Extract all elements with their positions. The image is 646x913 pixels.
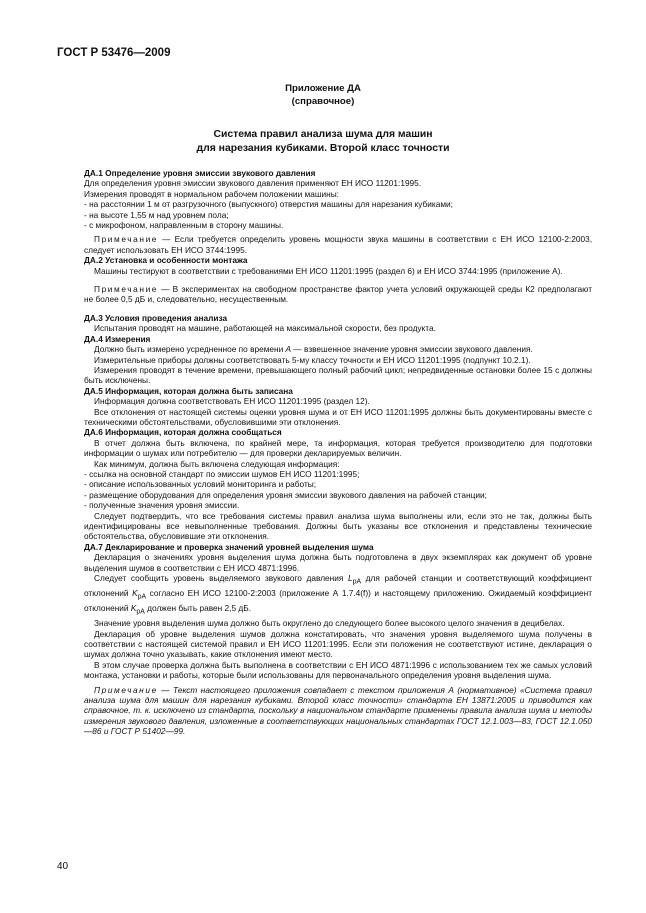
document-title-line1: Система правил анализа шума для машин bbox=[213, 129, 433, 140]
document-body bbox=[84, 168, 592, 737]
section-6-list-item: - полученные значения уровня эмиссии. bbox=[84, 500, 240, 511]
text-fragment: для рабочей станции и соответствующий коэффициент отклонений bbox=[84, 573, 592, 599]
variable-l: L bbox=[347, 573, 353, 584]
subscript-pa: pA bbox=[136, 608, 145, 616]
appendix-subtitle: (справочное) bbox=[291, 96, 355, 107]
section-6-list-item: - ссылка на основной стандарт по эмиссии шумов ЕН ИСО 11201:1995; bbox=[84, 468, 360, 479]
section-3-text: Испытания проводят на машине, работающей на максимальной скорости, без продукта. bbox=[94, 323, 436, 334]
document-header: ГОСТ Р 53476—2009 bbox=[57, 47, 171, 59]
section-4-paragraph: Измерения проводят в течение времени, превышающего полный рабочий цикл; непредвиденные остановки более 15 с должны быть исключены. bbox=[84, 364, 592, 386]
section-6-list-item: - размещение оборудования для определения уровня эмиссии звукового давления на рабочей станции; bbox=[84, 489, 487, 500]
page-number: 40 bbox=[57, 861, 69, 872]
section-heading-1: ДА.1 Определение уровня эмиссии звукового давления bbox=[84, 168, 316, 178]
note-text: — Текст настоящего приложения совпадает с текстом приложения А (нормативное) «Система правил анализа шума для машин для нарезания кубиками. Второй класс точности» стандарта ЕН 13871:2005 и приводится как справочное, т. к. исключено из стандарта, поскольку в национальном стандарте применены правила анализа шума и методы измерения звукового давления, изложенные в соответствующих национальных стандартах ГОСТ 12.1.003—83, ГОСТ 12.1.050—86 и ГОСТ Р 51402—99. bbox=[84, 684, 592, 737]
subscript-pa: pA bbox=[352, 578, 362, 586]
section-7-paragraph: Декларация о значениях уровня выделения шума должна быть подготовлена в двух экземплярах как документ об уровне выделения шумов в соответствии с ЕН ИСО 4871:1996. bbox=[84, 552, 592, 573]
appendix-title: Приложение ДА bbox=[285, 83, 361, 94]
note-label: Примечание bbox=[94, 684, 158, 695]
section-5-paragraph: Информация должна соответствовать ЕН ИСО 11201:1995 (раздел 12). bbox=[94, 396, 370, 407]
note-text: — В экспериментах на свободном пространстве фактор учета условий окружающей среды К2 предполагают не более 0,5 дБ и, следовательно, несущественным. bbox=[84, 284, 592, 305]
section-7-paragraph bbox=[84, 573, 592, 618]
note-label: Примечание bbox=[94, 234, 159, 245]
section-heading-7: ДА.7 Декларирование и проверка значений уровней выделения шума bbox=[84, 541, 374, 552]
section-1-line: - на расстоянии 1 м от разгрузочного (выпускного) отверстия машины для нарезания кубиками; bbox=[84, 199, 453, 210]
section-1-line: Измерения проводят в нормальном рабочем положении машины: bbox=[84, 188, 339, 199]
variable-k: K bbox=[132, 588, 138, 599]
section-heading-5: ДА.5 Информация, которая должна быть записана bbox=[84, 385, 293, 396]
section-heading-6: ДА.6 Информация, которая должна сообщаться bbox=[84, 427, 282, 438]
section-1-line: - на высоте 1,55 м над уровнем пола; bbox=[84, 209, 229, 220]
note-label: Примечание bbox=[94, 284, 159, 295]
section-1-line: Для определения уровня эмиссии звукового давления применяют ЕН ИСО 11201:1995. bbox=[84, 178, 422, 189]
text-fragment: — взвешенное значение уровня эмиссии звукового давления. bbox=[291, 344, 533, 355]
text-fragment: Следует сообщить уровень выделяемого звукового давления bbox=[94, 573, 348, 584]
section-1-line: - с микрофоном, направленным в сторону машины. bbox=[84, 220, 284, 231]
section-6-paragraph: Следует подтвердить, что все требования системы правил анализа шума выполнены или, если это не так, должны быть идентифицированы все невыполненные требования. Должны быть указаны все отклонения и представлены технические обстоятельства, обусловившие эти отклонения. bbox=[84, 510, 592, 542]
variable-a: A bbox=[285, 344, 292, 355]
section-4-paragraph: Измерительные приборы должны соответствовать 5-му классу точности и ЕН ИСО 11201:1995 (подпункт 10.2.1). bbox=[94, 354, 531, 365]
section-heading-4: ДА.4 Измерения bbox=[84, 333, 151, 344]
section-7-paragraph: В этом случае проверка должна быть выполнена в соответствии с ЕН ИСО 4871:1996 с использованием тех же самых условий монтажа, установки и работы, которые были использованы для первоначального определения уровня выделения шума. bbox=[84, 659, 592, 681]
section-6-list-item: - описание использованных условий мониторинга и работы; bbox=[84, 479, 317, 490]
text-fragment: Должно быть измерено усредненное по времени bbox=[94, 344, 286, 355]
section-2-text: Машины тестируют в соответствии с требованиями ЕН ИСО 11201:1995 (раздел 6) и ЕН ИСО 3744:1995 (приложение А). bbox=[94, 265, 563, 276]
final-note bbox=[84, 685, 592, 737]
section-1-note bbox=[84, 234, 592, 255]
section-6-paragraph: В отчет должна быть включена, по крайней мере, та информация, которая требуется производителю для подготовки информации о шумах или потребителю — для проверки декларируемых величин. bbox=[84, 437, 592, 459]
document-title-line2: для нарезания кубиками. Второй класс точности bbox=[196, 143, 450, 154]
text-fragment: должен быть равен 2,5 дБ. bbox=[144, 603, 251, 614]
section-2-note bbox=[84, 284, 592, 305]
variable-k: K bbox=[130, 603, 137, 614]
subscript-pa: pA bbox=[137, 593, 147, 601]
section-5-paragraph: Все отклонения от настоящей системы оценки уровня шума и от ЕН ИСО 11201:1995 должны быть документированы вместе с техническими обстоятельствами, обусловившими эти отклонения. bbox=[84, 406, 592, 427]
text-fragment: согласно ЕН ИСО 12100-2:2003 (приложение А 1.7.4(f)) и настоящему приложению. Ожидаемый коэффициент отклонений bbox=[84, 588, 592, 614]
section-7-paragraph: Декларация об уровне выделения шумов должна констатировать, что значения уровня выделяемого шума получены в соответствии с настоящей системой правил и ЕН ИСО 11201:1995. Если эти положения не соответствуют истине, декларация о шумах должна точно указывать, какие отклонения имеют место. bbox=[84, 628, 592, 660]
section-4-paragraph bbox=[84, 344, 592, 354]
section-6-paragraph: Как минимум, должна быть включена следующая информация: bbox=[94, 458, 340, 469]
note-text: — Если требуется определить уровень мощности звука машины в соответствии с ЕН ИСО 12100-2:2003, следует использовать ЕН ИСО 3744:1995. bbox=[84, 234, 592, 255]
section-heading-3: ДА.3 Условия проведения анализа bbox=[84, 312, 228, 323]
section-7-paragraph: Значение уровня выделения шума должно быть округлено до следующего более высокого целого значения в децибелах. bbox=[94, 618, 565, 629]
section-heading-2: ДА.2 Установка и особенности монтажа bbox=[84, 255, 248, 266]
